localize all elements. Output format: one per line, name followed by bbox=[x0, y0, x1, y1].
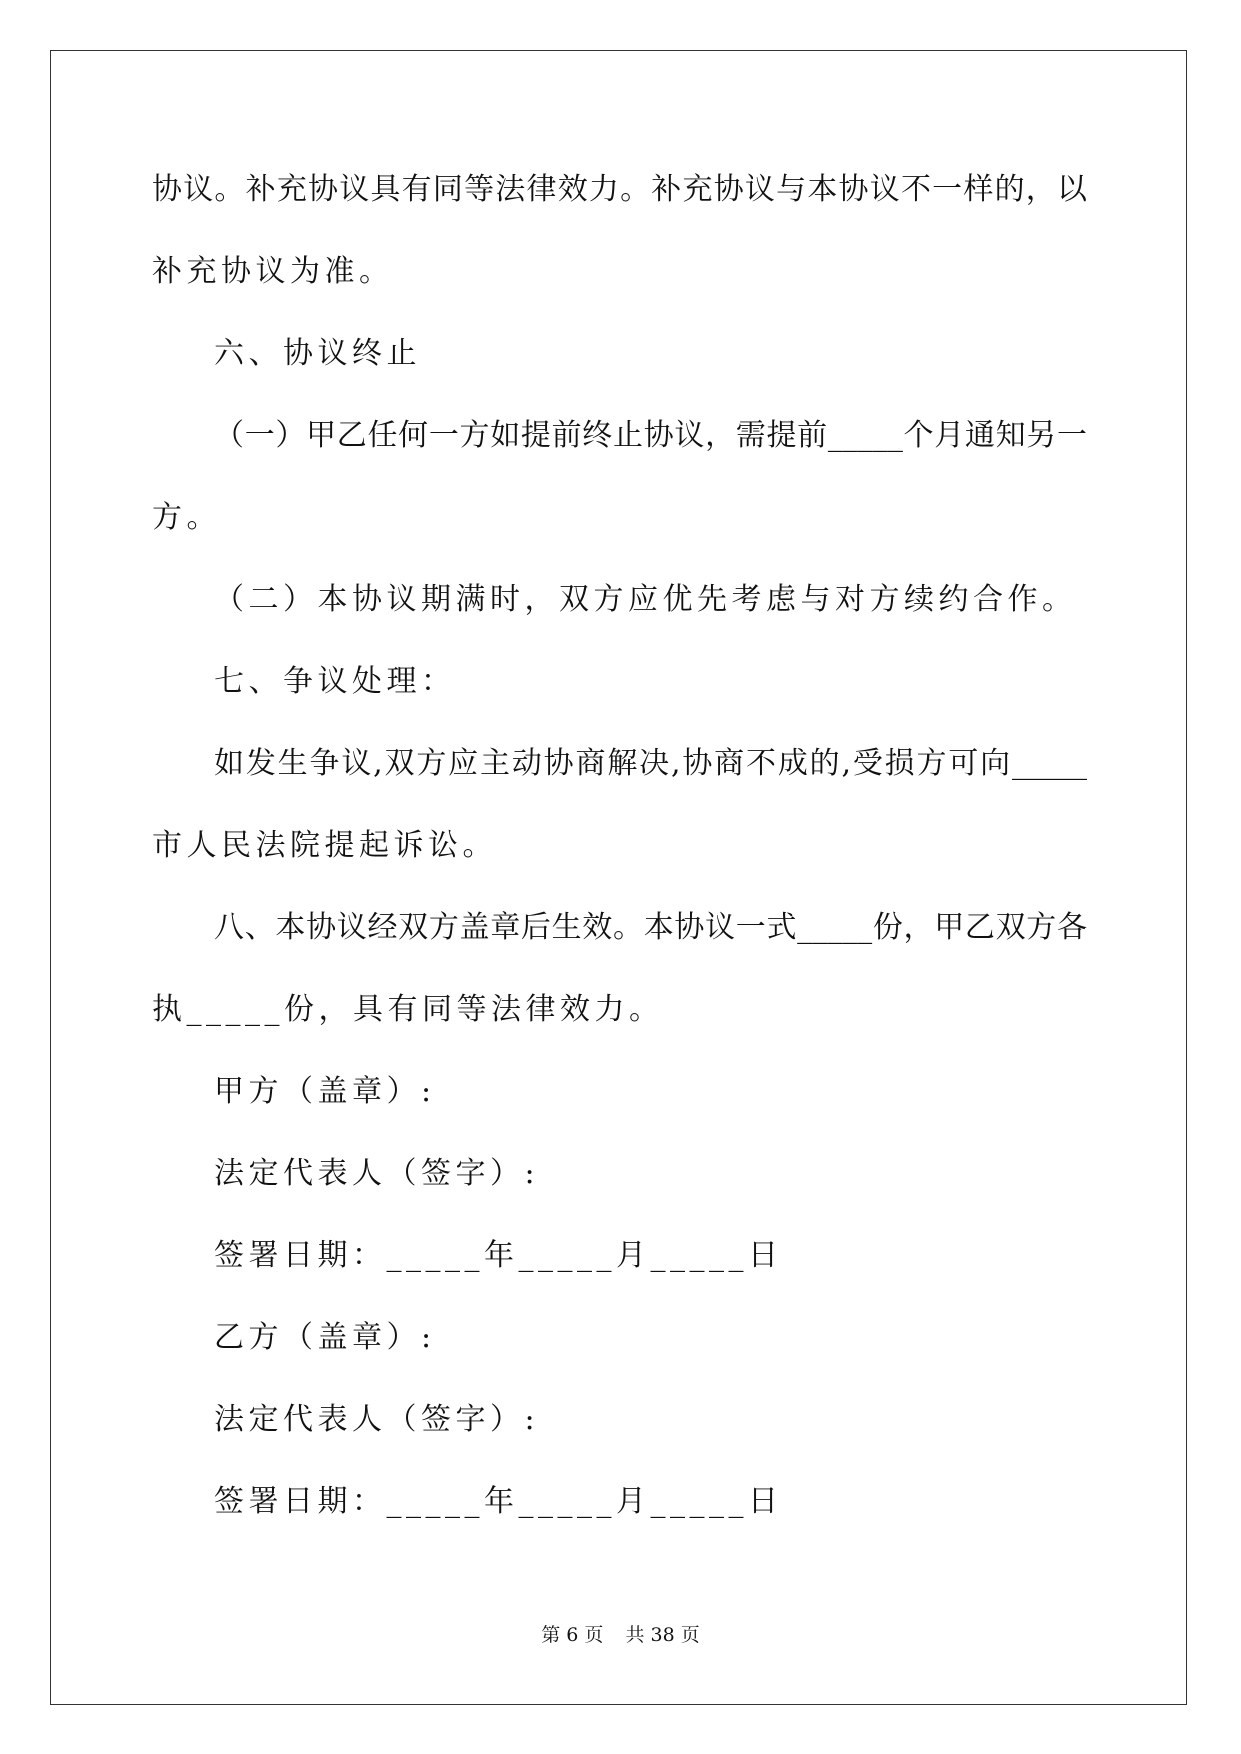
section-7-line-2: 市人民法院提起诉讼。 bbox=[152, 828, 497, 863]
paragraph-supplement-line-2: 补充协议为准。 bbox=[152, 254, 394, 289]
section-6-heading: 六、协议终止 bbox=[214, 336, 421, 371]
section-8-line-1: 八、本协议经双方盖章后生效。本协议一式_____份，甲乙双方各 bbox=[214, 910, 1087, 945]
section-7-line-1: 如发生争议,双方应主动协商解决,协商不成的,受损方可向_____ bbox=[214, 746, 1087, 781]
page-number: 第 6 页 bbox=[541, 1624, 604, 1646]
page-total: 共 38 页 bbox=[625, 1624, 700, 1646]
section-6-item-1-line-1: （一）甲乙任何一方如提前终止协议，需提前_____个月通知另一 bbox=[214, 418, 1087, 453]
page-footer bbox=[0, 1620, 1241, 1647]
section-6-item-1-line-2: 方。 bbox=[152, 500, 221, 535]
party-a-sign-date: 签署日期：_____年_____月_____日 bbox=[214, 1238, 783, 1273]
party-b-representative: 法定代表人（签字）: bbox=[214, 1402, 540, 1437]
paragraph-supplement-line-1: 协议。补充协议具有同等法律效力。补充协议与本协议不一样的，以 bbox=[152, 172, 1087, 207]
party-b-sign-date: 签署日期：_____年_____月_____日 bbox=[214, 1484, 783, 1519]
section-6-item-2: （二）本协议期满时，双方应优先考虑与对方续约合作。 bbox=[214, 582, 1077, 617]
section-8-line-2: 执_____份，具有同等法律效力。 bbox=[152, 992, 664, 1027]
section-7-heading: 七、争议处理： bbox=[214, 664, 456, 699]
party-b-seal: 乙方（盖章）: bbox=[214, 1320, 436, 1355]
party-a-representative: 法定代表人（签字）: bbox=[214, 1156, 540, 1191]
party-a-seal: 甲方（盖章）: bbox=[214, 1074, 436, 1109]
page-frame bbox=[50, 50, 1187, 1705]
